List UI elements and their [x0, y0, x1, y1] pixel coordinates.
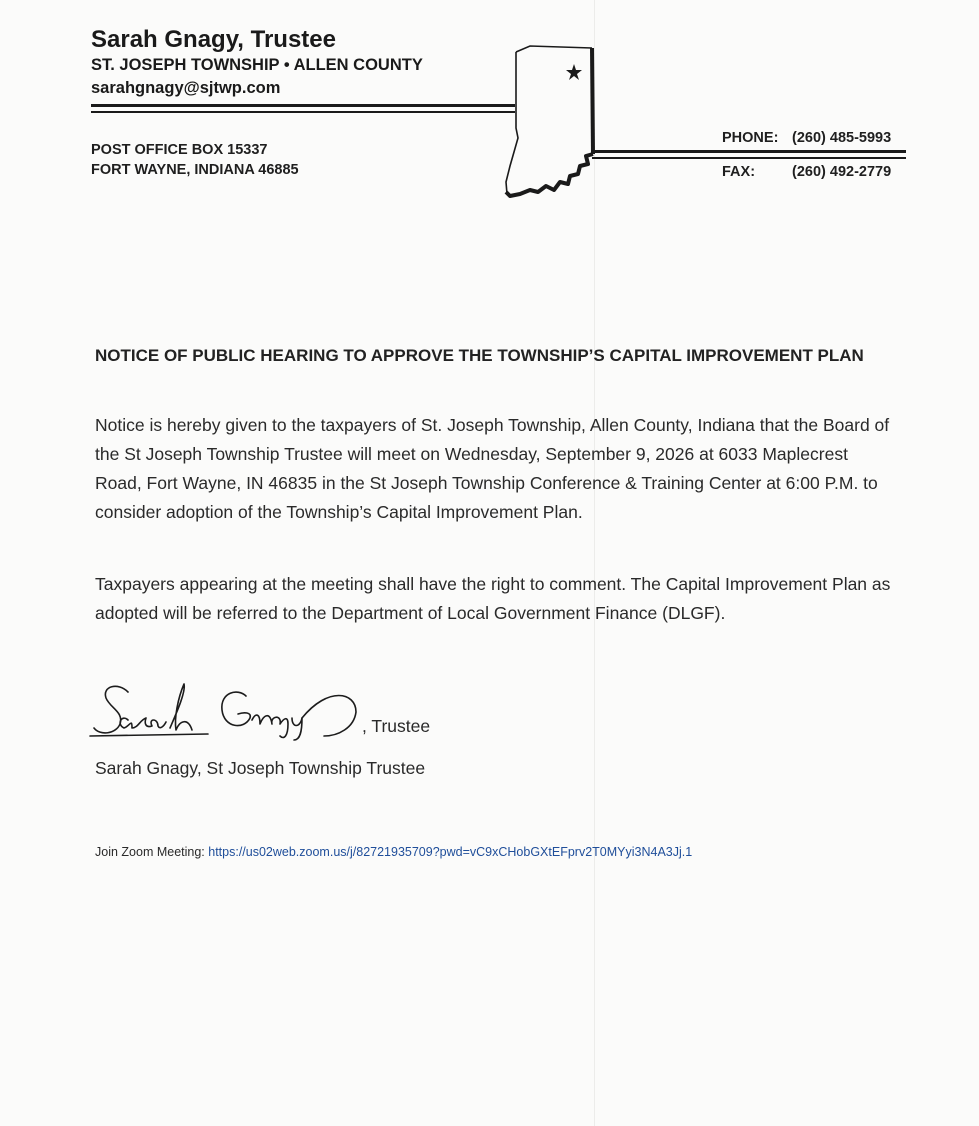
zoom-meeting-line: [95, 845, 692, 859]
left-rule-thin: [91, 111, 515, 113]
fax-number: (260) 492-2779: [792, 164, 892, 180]
notice-paragraph-2: Taxpayers appearing at the meeting shall have the right to comment. The Capital Improvement Plan as adopted will be referred to the Department of Local Government Finance (DLGF).: [95, 574, 891, 623]
printed-signer-name: Sarah Gnagy, St Joseph Township Trustee: [95, 758, 426, 778]
phone-number: (260) 485-5993: [792, 130, 892, 146]
star-icon: [566, 64, 582, 80]
email-address: sarahgnagy@sjtwp.com: [91, 79, 281, 97]
address-line-2: FORT WAYNE, INDIANA 46885: [91, 162, 299, 178]
right-rule-thick: [592, 150, 906, 153]
right-rule-thin: [592, 157, 906, 159]
zoom-label: Join Zoom Meeting:: [95, 845, 209, 859]
left-rule-thick: [91, 104, 515, 107]
notice-title: NOTICE OF PUBLIC HEARING TO APPROVE THE TOWNSHIP’S CAPITAL IMPROVEMENT PLAN: [95, 346, 864, 365]
trustee-name: Sarah Gnagy, Trustee: [91, 26, 336, 53]
address-line-1: POST OFFICE BOX 15337: [91, 142, 268, 158]
notice-paragraph-1: Notice is hereby given to the taxpayers of St. Joseph Township, Allen County, Indiana that the Board of the St Joseph Township Trustee will meet on Wednesday, September 9, 2026 at 6033 Maplecrest Road, Fort Wayne, IN 46835 in the St Joseph Township Conference & Training Center at 6:00 P.M. to consider adoption of the Township’s Capital Improvement Plan.: [95, 415, 890, 522]
handwritten-signature: [88, 678, 368, 744]
signature-suffix: , Trustee: [362, 716, 431, 736]
phone-label: PHONE:: [722, 130, 779, 146]
fax-label: FAX:: [722, 164, 756, 180]
indiana-map-icon: [498, 42, 602, 202]
jurisdiction: ST. JOSEPH TOWNSHIP • ALLEN COUNTY: [91, 56, 423, 74]
zoom-meeting-link[interactable]: https://us02web.zoom.us/j/82721935709?pwd=vC9xCHobGXtEFprv2T0MYyi3N4A3Jj.1: [208, 845, 693, 859]
